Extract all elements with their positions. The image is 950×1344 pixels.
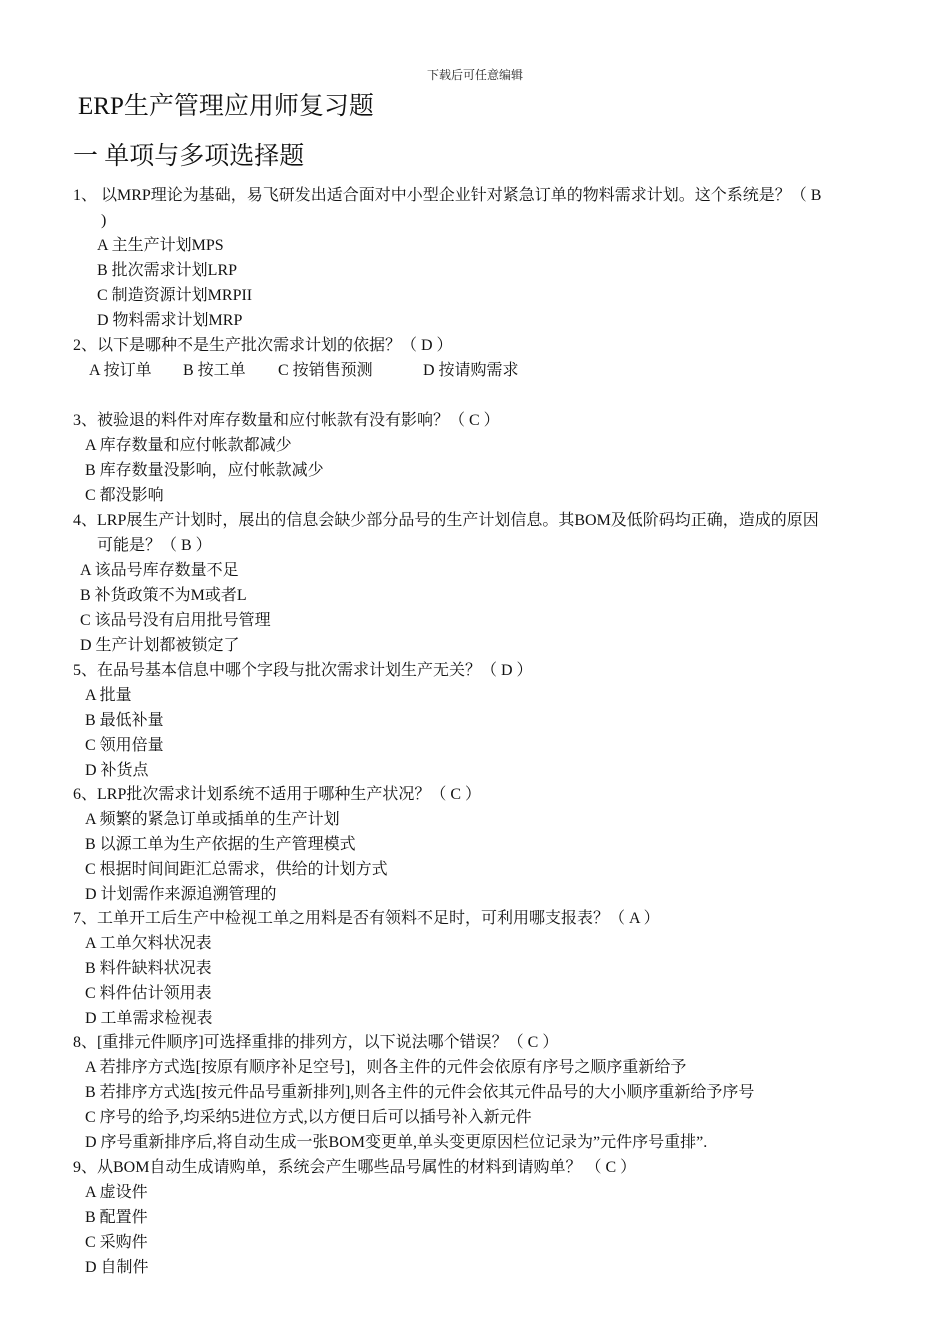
- q9-option-d: D 自制件: [85, 1259, 149, 1276]
- q6-option-b: B 以源工单为生产依据的生产管理模式: [85, 836, 356, 853]
- q2-option-b: B 按工单: [183, 362, 246, 379]
- q6-option-c: C 根据时间间距汇总需求，供给的计划方式: [85, 861, 388, 878]
- section-title: 一 单项与多项选择题: [73, 143, 305, 170]
- q4-option-a: A 该品号库存数量不足: [80, 562, 239, 579]
- q7-option-d: D 工单需求检视表: [85, 1010, 213, 1027]
- q8-option-d: D 序号重新排序后,将自动生成一张BOM变更单,单头变更原因栏位记录为”元件序号重排”.: [85, 1134, 708, 1151]
- question-7: 7、工单开工后生产中检视工单之用料是否有领料不足时，可利用哪支报表？（ A ）: [73, 910, 660, 927]
- q2-option-a: A 按订单: [89, 362, 152, 379]
- question-8: 8、[重排元件顺序]可选择重排的排列方，以下说法哪个错误？（ C ）: [73, 1034, 559, 1051]
- q4-option-c: C 该品号没有启用批号管理: [80, 612, 271, 629]
- document-title: ERP生产管理应用师复习题: [78, 93, 374, 120]
- question-6: 6、LRP批次需求计划系统不适用于哪种生产状况？（ C ）: [73, 786, 482, 803]
- q1-option-a: A 主生产计划MPS: [97, 237, 224, 254]
- q6-option-a: A 频繁的紧急订单或插单的生产计划: [85, 811, 340, 828]
- question-5: 5、在品号基本信息中哪个字段与批次需求计划生产无关？（ D ）: [73, 662, 533, 679]
- question-4-continuation: 可能是？（ B ）: [97, 537, 212, 554]
- q9-option-b: B 配置件: [85, 1209, 148, 1226]
- q5-option-a: A 批量: [85, 687, 132, 704]
- question-4: 4、LRP展生产计划时，展出的信息会缺少部分品号的生产计划信息。其BOM及低阶码均正确，造成的原因: [73, 512, 819, 529]
- q8-option-b: B 若排序方式选[按元件品号重新排列],则各主件的元件会依其元件品号的大小顺序重新给予序号: [85, 1084, 755, 1101]
- q1-option-c: C 制造资源计划MRPII: [97, 287, 253, 304]
- q1-option-b: B 批次需求计划LRP: [97, 262, 238, 279]
- q5-option-c: C 领用倍量: [85, 737, 164, 754]
- q5-option-d: D 补货点: [85, 762, 149, 779]
- q7-option-b: B 料件缺料状况表: [85, 960, 212, 977]
- q3-option-a: A 库存数量和应付帐款都减少: [85, 437, 292, 454]
- question-1-continuation: ): [101, 212, 107, 229]
- question-9: 9、从BOM自动生成请购单，系统会产生哪些品号属性的材料到请购单？ （ C ）: [73, 1159, 637, 1176]
- q5-option-b: B 最低补量: [85, 712, 164, 729]
- q4-option-d: D 生产计划都被锁定了: [80, 637, 240, 654]
- q2-option-d: D 按请购需求: [423, 362, 519, 379]
- q8-option-c: C 序号的给予,均采纳5进位方式,以方便日后可以插号补入新元件: [85, 1109, 532, 1126]
- question-2: 2、以下是哪种不是生产批次需求计划的依据？（ D ）: [73, 337, 453, 354]
- q2-option-c: C 按销售预测: [278, 362, 373, 379]
- question-3: 3、被验退的料件对库存数量和应付帐款有没有影响？（ C ）: [73, 412, 500, 429]
- header-note: 下载后可任意编辑: [426, 68, 523, 82]
- q9-option-c: C 采购件: [85, 1234, 148, 1251]
- q3-option-b: B 库存数量没影响，应付帐款减少: [85, 462, 324, 479]
- q9-option-a: A 虚设件: [85, 1184, 148, 1201]
- q1-option-d: D 物料需求计划MRP: [97, 312, 243, 329]
- q8-option-a: A 若排序方式选[按原有顺序补足空号]，则各主件的元件会依原有序号之顺序重新给予: [85, 1059, 687, 1076]
- q4-option-b: B 补货政策不为M或者L: [80, 587, 247, 604]
- q3-option-c: C 都没影响: [85, 487, 164, 504]
- q6-option-d: D 计划需作来源追溯管理的: [85, 886, 277, 903]
- q7-option-a: A 工单欠料状况表: [85, 935, 212, 952]
- question-1: 1、 以MRP理论为基础，易飞研发出适合面对中小型企业针对紧急订单的物料需求计划。这个系统是？（ B: [73, 187, 822, 204]
- q7-option-c: C 料件估计领用表: [85, 985, 212, 1002]
